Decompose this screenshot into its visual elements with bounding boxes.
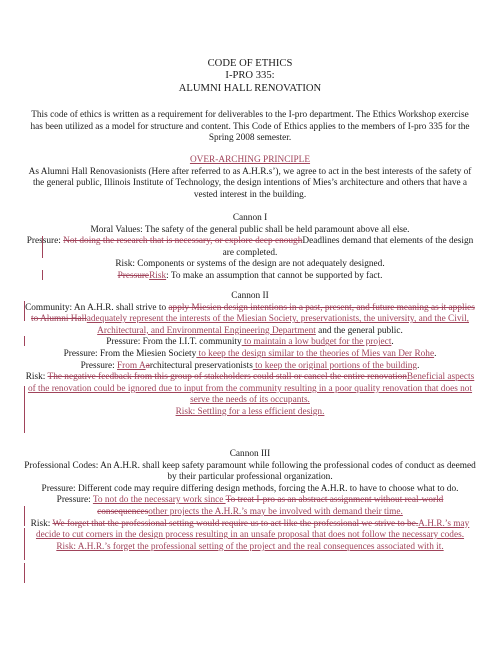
change-bar: [24, 528, 25, 560]
over-arching-principle: [24, 155, 476, 201]
change-bar: [24, 506, 25, 526]
cannon-2-section: [24, 291, 476, 419]
cannon-1-risk: Risk: Components or systems of the design are not adequately designed.: [115, 259, 385, 270]
cannon-3-heading: Cannon III: [229, 449, 271, 459]
title-line-1: CODE OF ETHICS: [207, 58, 293, 69]
inserted-text: Deadlines demand that elements of the design are completed.: [222, 236, 474, 258]
principle-heading: OVER-ARCHING PRINCIPLE: [189, 155, 311, 165]
deleted-text: a: [145, 360, 150, 371]
deleted-text: We forget that the professional setting would require us to act like the professional we strive to be.: [52, 518, 419, 529]
cannon-3-risk: Risk: We forget that the professional setting would require us to act like the professional we strive to be.A.H.R.’s may decide to cut corners in the design process resulting in an unsafe proposal that does not follow the necessary codes.: [30, 518, 470, 541]
inserted-text: other projects the A.H.R.’s may be involved with demand their time.: [148, 506, 403, 517]
cannon-2-heading: Cannon II: [231, 291, 269, 301]
cannon-2-community: Community: An A.H.R. shall strive to apply Miesien design intentions in a past, present, and future meaning as it applies to Alumni Halladequately represent the interests of the Miesian Society, preservationists, the university, and the Civil, Architectural, and Environmental Engineering Department and the general public.: [25, 302, 475, 336]
cannon-1-heading: Cannon I: [232, 213, 268, 223]
change-bar: [24, 301, 25, 321]
cannon-1-pressure: Pressure: Not doing the research that is necessary, or explore deep enoughDeadlines demand that elements of the design are completed.: [26, 236, 474, 258]
cannon-2-pressure-1: Pressure: From the I.I.T. community to maintain a low budget for the project.: [106, 337, 394, 348]
deleted-text: Pressure: [117, 270, 150, 281]
deleted-text: To treat I-pro as an abstract assignment without real-world consequences: [97, 495, 444, 517]
inserted-text: to keep the design similar to the theories of Mies van Der Rohe: [196, 348, 435, 359]
deleted-text: The negative feedback from this group of stakeholders could stall or cancel the entire renovation: [47, 372, 407, 383]
cannon-3-section: [24, 449, 476, 553]
cannon-1-moral: Moral Values: The safety of the general public shall be held paramount above all else.: [90, 224, 410, 235]
change-bar: [24, 386, 25, 433]
cannon-2-risk: Risk: The negative feedback from this group of stakeholders could stall or cancel the entire renovationBeneficial aspects of the renovation could be ignored due to input from the community resulting in a poor quality renovation that does not serve the needs of its occupants.: [25, 372, 475, 406]
cannon-2-pressure-2: Pressure: From the Miesien Society to keep the design similar to the theories of Mies van Der Rohe.: [63, 348, 437, 359]
title-line-3: ALUMNI HALL RENOVATION: [178, 82, 322, 94]
document-title: [24, 58, 476, 95]
inserted-text: A.H.R.’s may decide to cut corners in the design process resulting in an unsafe proposal that does not follow the necessary codes.: [35, 518, 470, 541]
inserted-text: adequately represent the interests of the Miesian Society, preservationists, the university, and the Civil, Architectural, and Environmental Engineering Department: [86, 314, 469, 336]
inserted-text: Risk: [149, 270, 167, 281]
principle-text: As Alumni Hall Renovasionists (Here after referred to as A.H.R.s’), we agree to act in the best interests of the safety of the general public, Illinois Institute of Technology, the design intentions of Mies’s architecture and others that have a vested interest in the building.: [28, 166, 472, 200]
inserted-text: to maintain a low budget for the project: [241, 337, 392, 348]
cannon-3-pressure-2: Pressure: To not do the necessary work since To treat I-pro as an abstract assignment without real-world consequencesother projects the A.H.R.’s may be involved with demand their time.: [56, 495, 444, 517]
cannon-3-professional: Professional Codes: An A.H.R. shall keep safety paramount while following the professional codes of conduct as deemed by their particular professional organization.: [24, 460, 476, 483]
change-bar: [24, 563, 25, 583]
cannon-2-risk-2: Risk: Settling for a less efficient design.: [175, 406, 325, 417]
deleted-text: Not doing the research that is necessary, or explore deep enough: [63, 236, 303, 247]
inserted-text: From A: [117, 360, 146, 371]
cannon-1-section: [24, 213, 476, 283]
intro-paragraph: This code of ethics is written as a requirement for deliverables to the I-pro department. The Ethics Workshop exercise has been utilized as a model for structure and content. This Code of Ethics applies to the members of I-pro 335 for the Spring 2008 semester.: [30, 110, 470, 144]
cannon-3-risk-2: Risk: A.H.R.’s forget the professional setting of the project and the real consequences associated with it.: [56, 541, 444, 552]
deleted-text: apply Miesien design intentions in a past, present, and future meaning as it applies to Alumni Hall: [31, 302, 475, 325]
cannon-3-pressure-1: Pressure: Different code may require differing design methods, forcing the A.H.R. to have to choose what to do.: [41, 483, 459, 494]
change-bar: [42, 236, 43, 258]
change-bar: [42, 270, 43, 280]
change-bar: [24, 336, 25, 346]
cannon-2-pressure-3: Pressure: From Aarchitectural preservationists to keep the original portions of the building.: [80, 360, 420, 371]
title-line-2: I-PRO 335:: [225, 70, 275, 82]
inserted-text: Beneficial aspects of the renovation could be ignored due to input from the community resulting in a poor quality renovation that does not serve the needs of its occupants.: [27, 372, 475, 406]
cannon-1-risk-2: PressureRisk: To make an assumption that cannot be supported by fact.: [117, 270, 383, 281]
inserted-text: to keep the original portions of the building: [252, 360, 418, 371]
inserted-text: To not do the necessary work since: [92, 495, 226, 506]
